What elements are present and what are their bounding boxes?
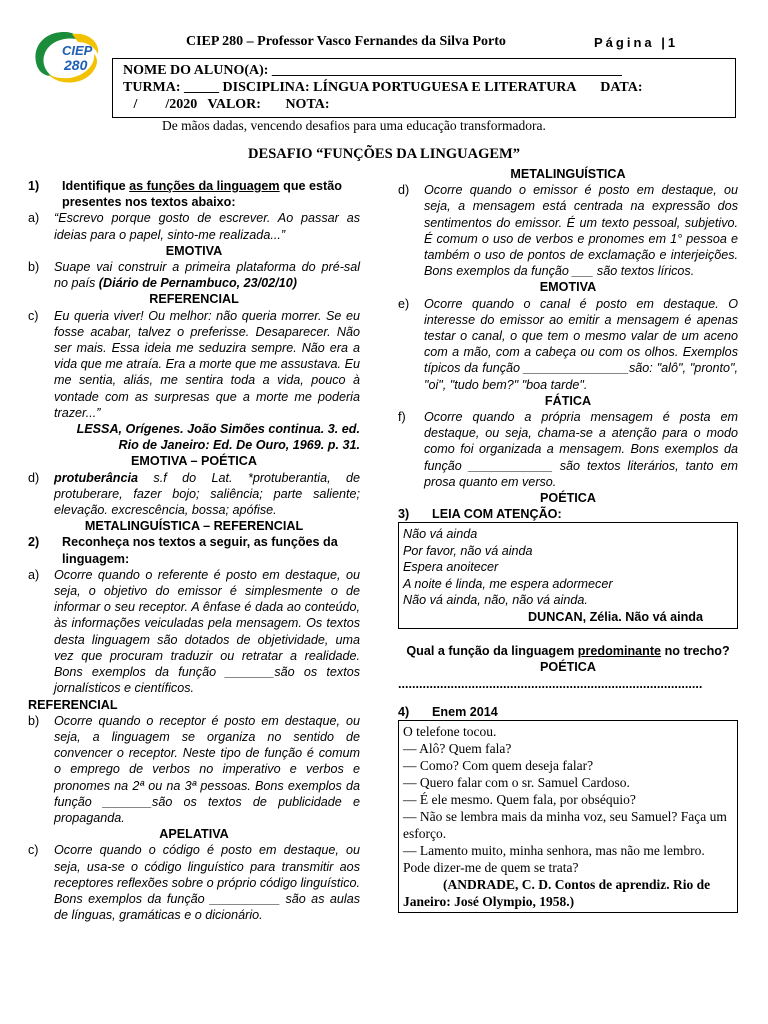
dialogue-line: — Lamento muito, minha senhora, mas não me lembro. Pode dizer-me de quem se trata?: [403, 842, 705, 875]
poem-line: Por favor, não vá ainda: [403, 543, 533, 558]
q2-item-b: b) Ocorre quando o receptor é posto em destaque, ou seja, a linguagem se organiza no sentido de convencer o receptor. Neste tipo de função é comum o emprego de verbos no imperativo e verbos e pronomes na 2ª ou na 3ª pessoas. Bons exemplos da função _______são os textos de publicidade e propaganda.: [28, 713, 360, 825]
page-title: DESAFIO “FUNÇÕES DA LINGUAGEM”: [248, 146, 520, 162]
enem-text-box: [398, 720, 738, 913]
poem-line: Não vá ainda: [403, 527, 478, 542]
q1-item-b: b) Suape vai construir a primeira plataforma do pré-sal no país (Diário de Pernambuco, 23/02/10): [28, 260, 360, 291]
poem-line: Não vá ainda, não, não vá ainda.: [403, 593, 588, 608]
student-info-box: [112, 58, 736, 118]
date-grade-row: / /2020 VALOR: NOTA:: [123, 97, 330, 112]
q1-citation-c: LESSA, Orígenes. João Simões continua. 3. ed. Rio de Janeiro: Ed. De Ouro, 1969. p. 31.: [76, 422, 360, 453]
q2-item-c: c) Ocorre quando o código é posto em destaque, ou seja, usa-se o código linguístico para transmitir aos receptores reflexões sobre o próprio código linguístico. Bons exemplos da função __________ são as aulas de línguas, gramáticas e o dicionário.: [28, 843, 360, 923]
question-number: 1): [28, 179, 40, 193]
q1-item-c: c) Eu queria viver! Ou melhor: não queria morrer. Se eu fosse acabar, talvez o preferisse. Desaparecer. Não ser mais. Essa ideia me seduzira sempre. Não era a vida que me atraía. Era a morte que me assustava. Eu me sentia, aliás, me sentira toda a vida, pouco à vontade com as surpresas que a morte me poderia trazer...”: [28, 308, 360, 420]
q3-answer: POÉTICA: [540, 660, 596, 675]
page-number: Página |1: [594, 35, 679, 50]
q1-item-d: d) protuberância s.f do Lat. *protuberantia, de protuberare, fazer bojo; saliência; parte saliente; elevação. excrescência, bossa; apófise.: [28, 470, 360, 518]
q2-answer-b: APELATIVA: [159, 827, 229, 842]
logo-text-bottom: 280: [64, 57, 88, 73]
question-4-text: Enem 2014: [432, 704, 498, 719]
school-logo: [28, 28, 102, 90]
right-column: [398, 166, 738, 913]
q2-answer-c: METALINGUÍSTICA: [510, 167, 626, 181]
q1-answer-c: EMOTIVA – POÉTICA: [131, 454, 257, 469]
dialogue-line: — Alô? Quem fala?: [403, 740, 512, 756]
dialogue-line: — Quero falar com o sr. Samuel Cardoso.: [403, 774, 630, 790]
student-name-row: NOME DO ALUNO(A): __________________________________________________: [123, 63, 622, 78]
q1-answer-b: REFERENCIAL: [149, 292, 239, 307]
q2-item-a: a) Ocorre quando o referente é posto em destaque, ou seja, o objetivo do emissor é simplesmente o de informar o seu receptor. A ênfase é dada ao conteúdo, às informações veiculadas pela mensagem. Os textos desta linguagem são dotados de objetividade, uma vez que procuram traduzir ou retratar a realidade. Bons exemplos da função _______são os textos jornalísticos e científicos.: [28, 567, 360, 696]
motto: De mãos dadas, vencendo desafios para uma educação transformadora.: [162, 118, 546, 133]
q1-answer-a: EMOTIVA: [165, 243, 223, 258]
q2-item-f: f) Ocorre quando a própria mensagem é posta em destaque, ou seja, chama-se a atenção para o modo como foi organizada a mensagem. Bons exemplos da função ____________ são textos literários, tanto em prosa quanto em verso.: [398, 410, 738, 489]
enem-citation: (ANDRADE, C. D. Contos de aprendiz. Rio de Janeiro: José Olympio, 1958.): [403, 876, 711, 909]
dialogue-line: — É ele mesmo. Quem fala, por obséquio?: [403, 791, 636, 807]
q2-item-e: e) Ocorre quando o canal é posto em destaque. O interesse do emissor ao emitir a mensagem é apenas testar o canal, o que tem o mesmo valar de um aceno com a mão, com a cabeça ou com os olhos. Exemplos típicos da função _______________são: "alô", "pronto", "oi", "tudo bem?" "boa tarde".: [398, 296, 738, 392]
dialogue-line: O telefone tocou.: [403, 723, 497, 739]
q2-answer-f: POÉTICA: [540, 491, 596, 506]
question-4: 4) Enem 2014: [398, 704, 498, 719]
poem-line: A noite é linda, me espera adormecer: [403, 576, 613, 591]
question-1-text: Identifique as funções da linguagem que estão presentes nos textos abaixo:: [62, 179, 342, 210]
question-1: [28, 178, 360, 210]
q1-item-a: a) “Escrevo porque gosto de escrever. Ao passar as ideias para o papel, sinto-me realizada...”: [28, 211, 360, 242]
q2-item-d: d) Ocorre quando o emissor é posto em destaque, ou seja, a mensagem está centrada na expressão dos sentimentos do emissor. É um texto pessoal, subjetivo. É comum o uso de verbos e pronomes em 1° pessoa e também o uso de pontos de exclamação e interjeições. Bons exemplos da função ___ são textos líricos.: [398, 183, 738, 279]
answer-dotted-line: .......................................................................................: [398, 676, 703, 691]
question-3: 3) LEIA COM ATENÇÃO:: [398, 507, 562, 522]
q1-answer-d: METALINGUÍSTICA – REFERENCIAL: [84, 519, 304, 534]
poem-box: [398, 522, 738, 629]
q2-answer-d: EMOTIVA: [539, 280, 597, 295]
q2-answer-e: FÁTICA: [544, 393, 592, 408]
poem-citation: DUNCAN, Zélia. Não vá ainda: [528, 609, 703, 624]
question-3-prompt: Qual a função da linguagem predominante no trecho?: [406, 644, 730, 659]
left-column: [28, 178, 360, 923]
logo-text-top: CIEP: [62, 43, 93, 58]
question-3-text: LEIA COM ATENÇÃO:: [432, 507, 562, 522]
school-name: CIEP 280 – Professor Vasco Fernandes da Silva Porto: [186, 34, 506, 49]
question-2: 2) Reconheça nos textos a seguir, as funções da linguagem:: [28, 534, 360, 566]
question-2-text: Reconheça nos textos a seguir, as funções da linguagem:: [62, 535, 338, 566]
dialogue-line: — Não se lembra mais da minha voz, seu Samuel? Faça um esforço.: [403, 808, 727, 841]
poem-line: Espera anoitecer: [403, 560, 499, 575]
q2-answer-a: REFERENCIAL: [28, 697, 118, 712]
class-discipline-row: TURMA: _____ DISCIPLINA: LÍNGUA PORTUGUESA E LITERATURA DATA:: [123, 80, 643, 95]
dialogue-line: — Como? Com quem deseja falar?: [403, 757, 594, 773]
